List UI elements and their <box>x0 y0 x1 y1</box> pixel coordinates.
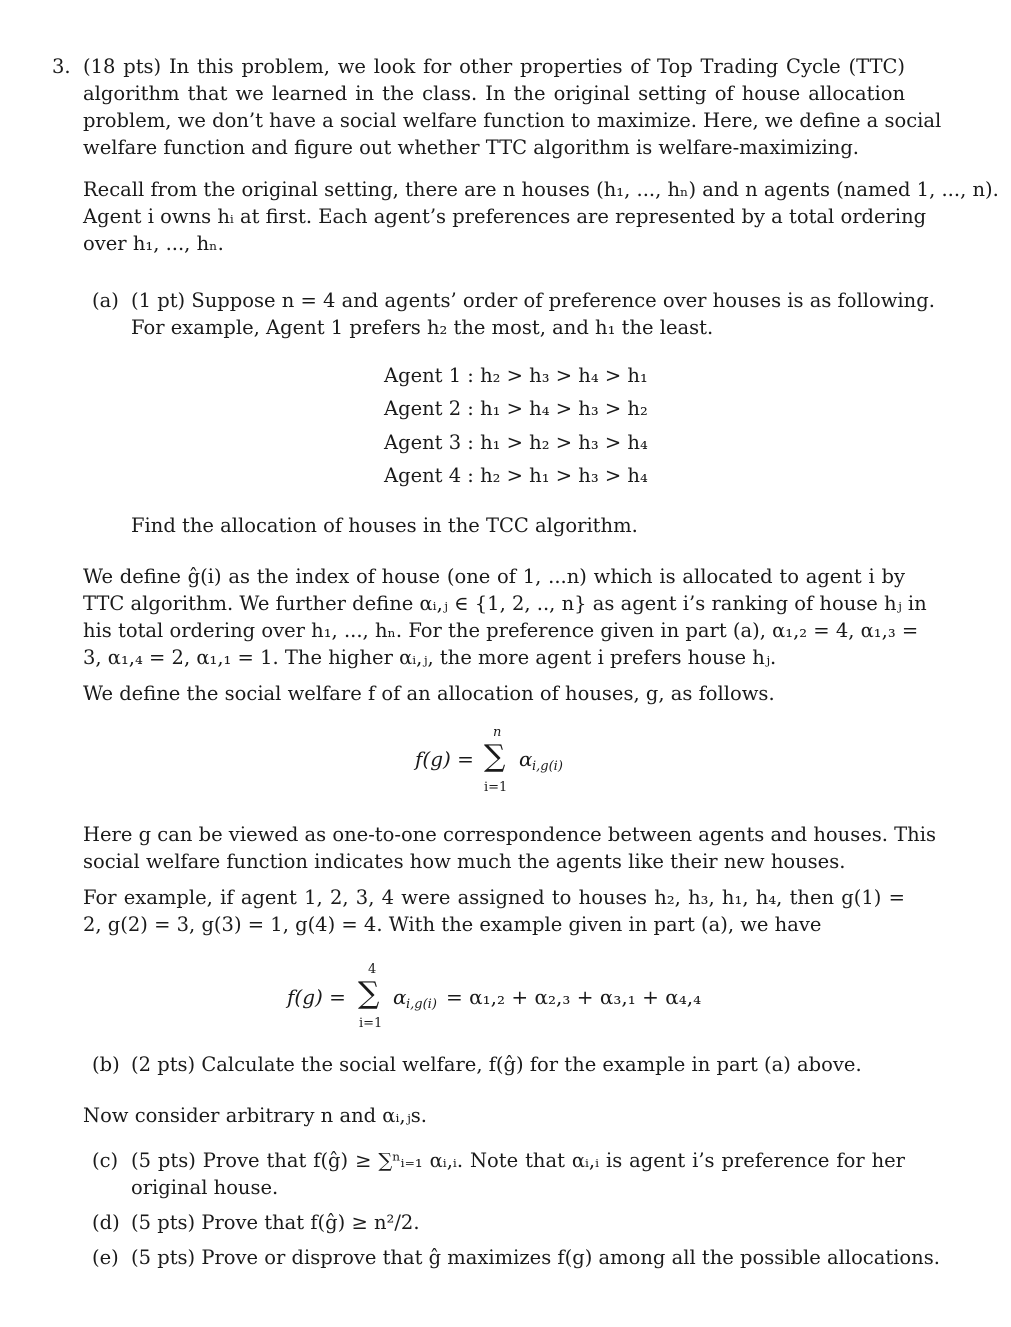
formula2-lower: i=1 <box>359 1016 383 1031</box>
example-line-2: 2, g(2) = 3, g(3) = 1, g(4) = 4. With the example given in part (a), we have <box>83 913 822 936</box>
ghat-line-2: TTC algorithm. We further define αᵢ,ⱼ ∈ {1, 2, .., n} as agent i’s ranking of house hⱼ in <box>83 592 927 615</box>
part-e-label: (e) <box>92 1246 119 1269</box>
part-b-text: (2 pts) Calculate the social welfare, f(ĝ) for the example in part (a) above. <box>131 1053 862 1076</box>
formula2-rhs: = α₁,₂ + α₂,₃ + α₃,₁ + α₄,₄ <box>446 985 702 1009</box>
formula1-sum: ∑ <box>484 739 506 774</box>
agent-1-preferences: Agent 1 : h₂ > h₃ > h₄ > h₁ <box>384 364 648 387</box>
intro-line-3: problem, we don’t have a social welfare function to maximize. Here, we define a social <box>83 109 942 132</box>
formula1-term-sub: i,g(i) <box>532 759 563 774</box>
example-line-1: For example, if agent 1, 2, 3, 4 were assigned to houses h₂, h₃, h₁, h₄, then g(1) = <box>83 886 905 909</box>
ghat-line-4: 3, α₁,₄ = 2, α₁,₁ = 1. The higher αᵢ,ⱼ, the more agent i prefers house hⱼ. <box>83 646 777 669</box>
agent-3-preferences: Agent 3 : h₁ > h₂ > h₃ > h₄ <box>384 431 648 454</box>
formula1-upper: n <box>493 725 502 740</box>
recall-line-1: Recall from the original setting, there are n houses (h₁, ..., hₙ) and n agents (named 1, ..., n). <box>83 178 999 201</box>
formula2-sum: ∑ <box>358 976 380 1011</box>
formula2-term-sub: i,g(i) <box>406 997 437 1012</box>
part-c-line-1: (5 pts) Prove that f(ĝ) ≥ ∑ⁿᵢ₌₁ αᵢ,ᵢ. Note that αᵢ,ᵢ is agent i’s preference for her <box>131 1149 905 1172</box>
part-b-label: (b) <box>92 1053 120 1076</box>
recall-line-3: over h₁, ..., hₙ. <box>83 232 224 255</box>
formula1-lhs: f(g) = <box>415 747 474 771</box>
intro-line-4: welfare function and figure out whether TTC algorithm is welfare-maximizing. <box>83 136 860 159</box>
intro-line-2: algorithm that we learned in the class. In the original setting of house allocation <box>83 82 905 105</box>
part-e-text: (5 pts) Prove or disprove that ĝ maximizes f(g) among all the possible allocations. <box>131 1246 940 1269</box>
here-line-1: Here g can be viewed as one-to-one correspondence between agents and houses. This <box>83 823 936 846</box>
arbitrary-statement: Now consider arbitrary n and αᵢ,ⱼs. <box>83 1104 427 1127</box>
agent-4-preferences: Agent 4 : h₂ > h₁ > h₃ > h₄ <box>384 464 648 487</box>
intro-line-1: (18 pts) In this problem, we look for other properties of Top Trading Cycle (TTC) <box>83 55 905 78</box>
problem-number: 3. <box>52 55 71 78</box>
ghat-line-3: his total ordering over h₁, ..., hₙ. For the preference given in part (a), α₁,₂ = 4, α₁,₃ = <box>83 619 919 642</box>
part-c-label: (c) <box>92 1149 119 1172</box>
part-d-text: (5 pts) Prove that f(ĝ) ≥ n²/2. <box>131 1211 420 1234</box>
formula1-term: α <box>519 747 533 771</box>
formula1-lower: i=1 <box>484 780 508 795</box>
part-a-label: (a) <box>92 289 119 312</box>
formula2-upper: 4 <box>368 962 377 977</box>
welfare-definition: We define the social welfare f of an allocation of houses, g, as follows. <box>83 682 775 705</box>
ghat-line-1: We define ĝ(i) as the index of house (one of 1, ...n) which is allocated to agent i by <box>83 565 905 588</box>
part-a-line-2: For example, Agent 1 prefers h₂ the most, and h₁ the least. <box>131 316 714 339</box>
part-a-line-1: (1 pt) Suppose n = 4 and agents’ order of preference over houses is as following. <box>131 289 935 312</box>
agent-2-preferences: Agent 2 : h₁ > h₄ > h₃ > h₂ <box>384 397 648 420</box>
here-line-2: social welfare function indicates how much the agents like their new houses. <box>83 850 846 873</box>
part-a-task: Find the allocation of houses in the TCC algorithm. <box>131 514 638 537</box>
part-d-label: (d) <box>92 1211 120 1234</box>
recall-line-2: Agent i owns hᵢ at first. Each agent’s preferences are represented by a total ordering <box>83 205 927 228</box>
formula2-term: α <box>393 985 407 1009</box>
formula2-lhs: f(g) = <box>287 985 346 1009</box>
part-c-line-2: original house. <box>131 1176 279 1199</box>
